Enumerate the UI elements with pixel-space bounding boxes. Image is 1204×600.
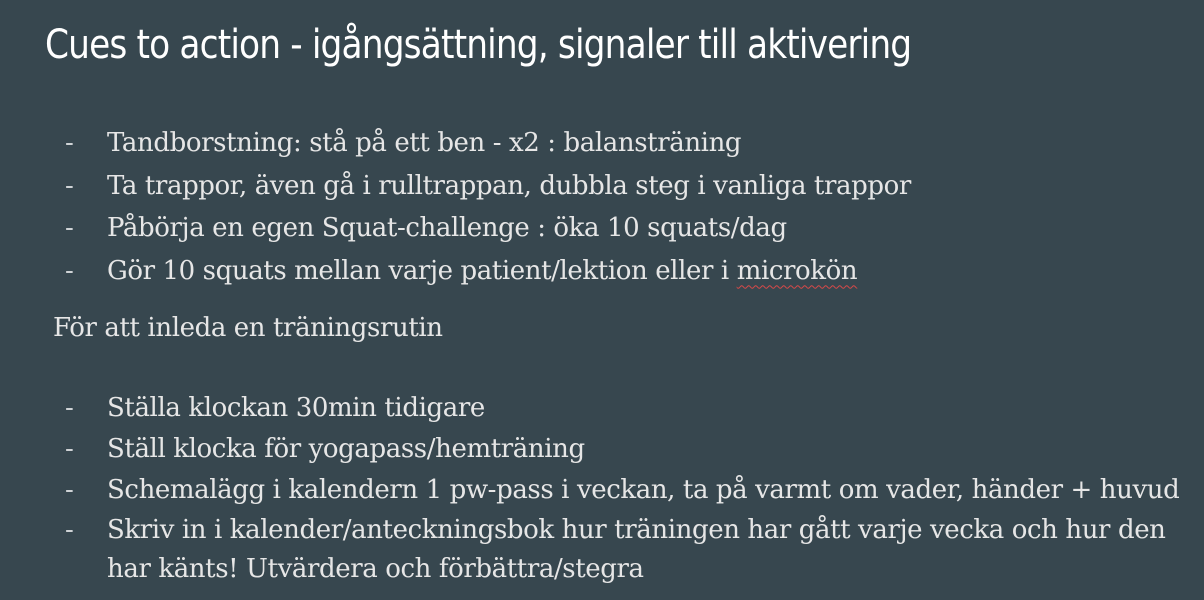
list-item-text: Skriv in i kalender/anteckningsbok hur träningen har gått varje vecka och hur den har känts! Utvärdera och förbättra/stegra <box>107 515 1166 584</box>
section-subheading: För att inleda en träningsrutin <box>53 313 443 343</box>
list-item-text: Tandborstning: stå på ett ben - x2 : balansträning <box>107 128 742 158</box>
list-item-text: Ta trappor, även gå i rulltrappan, dubbla steg i vanliga trappor <box>107 170 911 201</box>
list-item-text: Påbörja en egen Squat-challenge : öka 10 squats/dag <box>107 213 787 243</box>
list-item <box>60 511 1167 589</box>
bullet-dash: - <box>65 434 74 464</box>
list-item <box>60 207 911 250</box>
list-item-text: Schemalägg i kalendern 1 pw-pass i veckan, ta på varmt om vader, händer + huvud <box>107 475 1180 505</box>
list-item <box>60 429 1179 470</box>
bullet-dash: - <box>65 255 74 286</box>
list-item <box>60 388 1179 429</box>
list-item <box>60 165 911 208</box>
list-item <box>60 122 911 165</box>
bullet-dash: - <box>65 213 74 243</box>
bullet-dash: - <box>65 170 74 201</box>
routine-list <box>60 388 1179 589</box>
cues-list <box>60 122 911 292</box>
bullet-dash: - <box>65 128 74 158</box>
slide-title: Cues to action - igångsättning, signaler till aktivering <box>45 22 912 68</box>
list-item-text: Ställa klockan 30min tidigare <box>107 393 485 423</box>
list-item <box>60 470 1179 511</box>
list-item-text: Ställ klocka för yogapass/hemträning <box>107 434 585 464</box>
bullet-dash: - <box>65 393 74 423</box>
list-item <box>60 250 911 293</box>
list-item-text: Gör 10 squats mellan varje patient/lektion eller i <box>107 255 737 286</box>
spellcheck-flagged-word[interactable]: microkön <box>736 255 858 286</box>
bullet-dash: - <box>65 475 74 505</box>
bullet-dash: - <box>65 515 74 545</box>
